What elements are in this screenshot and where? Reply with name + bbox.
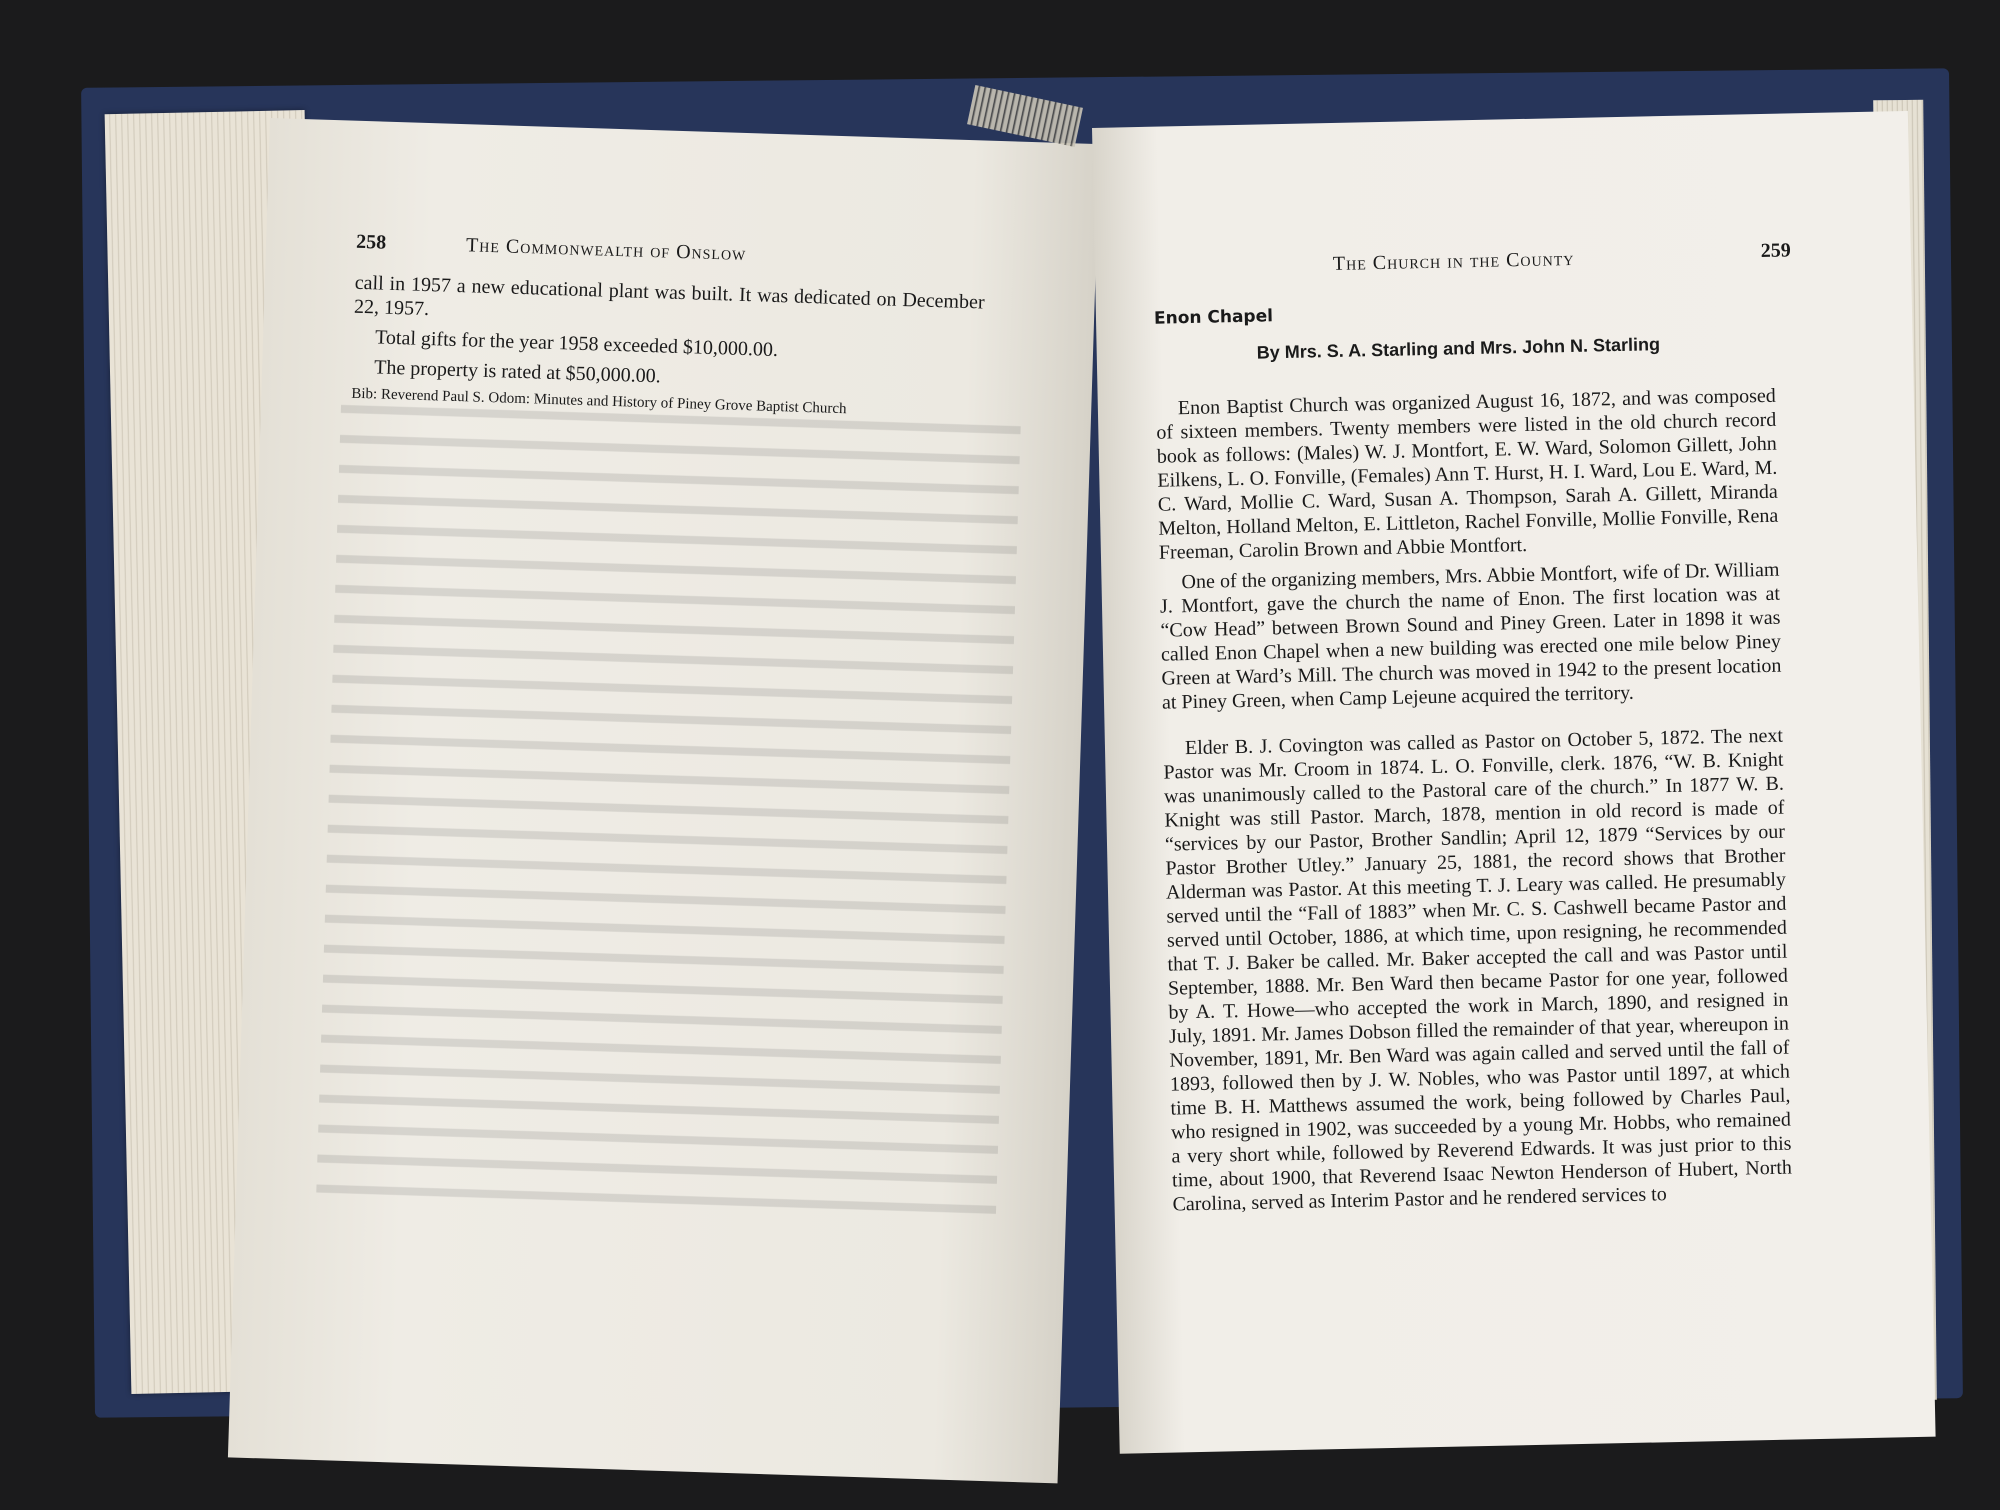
paragraph: One of the organizing members, Mrs. Abbie Montfort, wife of Dr. William J. Montfort, gave the church the name of Enon. The first location was at “Cow Head” between Brown Sound and Piney Green. Later in 1898 it was called Enon Chapel when a new building was erected one mile below Piney Green at Ward’s Mill. The church was moved in 1942 to the present location at Piney Green, when Camp Lejeune acquired the territory. — [1159, 558, 1782, 714]
running-head: The Church in the County — [1332, 247, 1575, 275]
paragraph: Elder B. J. Covington was called as Pastor on October 5, 1872. The next Pastor was Mr. Croom in 1874. L. O. Fonville, clerk. 1876, “W. B. Knight was unanimously called to the Pastoral care of the church.” In 1877 W. B. Knight was still Pastor. March, 1878, mention in old record is made of “services by our Pastor, Brother Sandlin; April 12, 1879 “Services by our Pastor Brother Utley.” January 25, 1881, the record shows that Brother Alderman was Pastor. At this meeting T. J. Leary was called. He presumably served until the “Fall of 1883” when Mr. C. S. Cashwell became Pastor and served until October, 1886, at which time, upon resigning, he recommended that T. J. Baker be called. Mr. Baker accepted the call and was Pastor until September, 1888. Mr. Ben Ward then became Pastor for one year, followed by A. T. Howe—who accepted the work in March, 1890, and resigned in July, 1891. Mr. James Dobson filled the remainder of that year, whereupon in November, 1891, Mr. Ben Ward was again called and served until the fall of 1893, followed then by J. W. Nobles, who was Pastor until 1897, at which time B. H. Matthews assumed the work, being followed by Charles Paul, who resigned in 1902, was succeeded by a young Mr. Hobbs, who remained a very short while, followed by Reverend Edwards. It was just prior to this time, about 1900, that Reverend Isaac Newton Henderson of Hubert, North Carolina, served as Interim Pastor and he rendered services to — [1163, 724, 1793, 1216]
paragraph: Total gifts for the year 1958 exceeded $10,000.00. — [374, 326, 779, 362]
left-body — [351, 271, 985, 429]
page-number: 258 — [355, 230, 387, 254]
bleed-through-text — [316, 390, 1021, 1231]
paragraph: The property is rated at $50,000.00. — [373, 356, 662, 388]
running-head: The Commonwealth of Onslow — [465, 234, 747, 266]
section-title: Enon Chapel — [1153, 306, 1274, 329]
left-page — [228, 118, 1100, 1483]
paragraph: call in 1957 a new educational plant was built. It was dedicated on December 22, 1957. — [353, 271, 985, 321]
byline: By Mrs. S. A. Starling and Mrs. John N. Starling — [1256, 334, 1661, 363]
right-body — [1156, 384, 1793, 1223]
page-number: 259 — [1760, 239, 1791, 263]
paragraph: Enon Baptist Church was organized August 16, 1872, and was composed of sixteen members. Twenty members were listed in the old church record book as follows: (Males) W. J. Montfort, E. W. Ward, Solomon Gillett, John Eilkens, L. O. Fonville, (Females) Ann T. Hurst, H. I. Ward, Lou E. Ward, M. C. Ward, Mollie C. Ward, Susan A. Thompson, Sarah A. Gillett, Miranda Melton, Holland Melton, E. Littleton, Rachel Fonville, Mollie Fonville, Rena Freeman, Carolin Brown and Abbie Montfort. — [1156, 384, 1779, 564]
bibliography: Bib: Reverend Paul S. Odom: Minutes and History of Piney Grove Baptist Church — [351, 385, 847, 418]
right-page — [1092, 111, 1936, 1454]
